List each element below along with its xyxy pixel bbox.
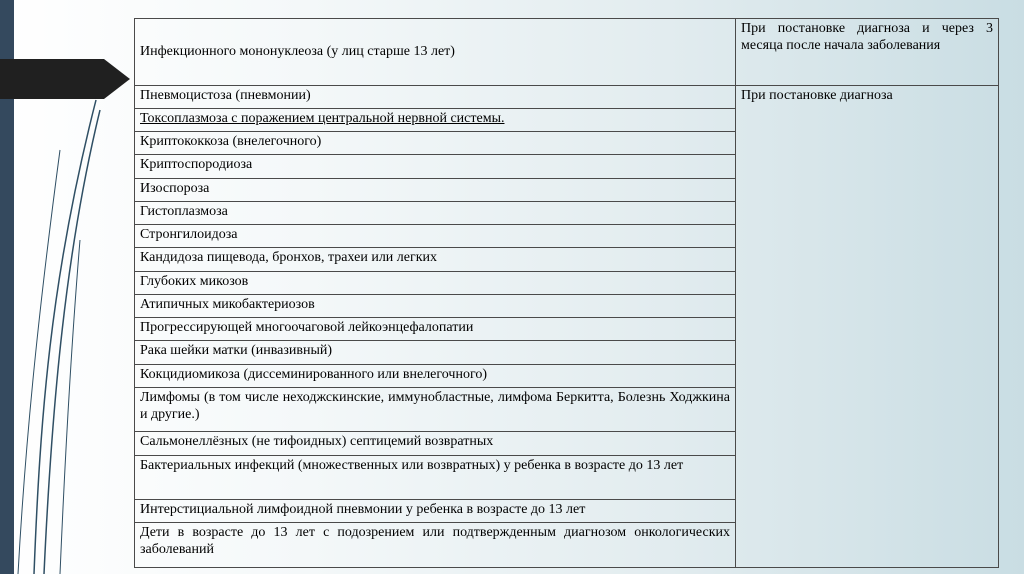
table-cell: Токсоплазмоза с поражением центральной нервной системы. <box>135 108 736 131</box>
table-cell: Криптококкоза (внелегочного) <box>135 132 736 155</box>
table-cell: Прогрессирующей многоочаговой лейкоэнцефалопатии <box>135 318 736 341</box>
table-cell: Кандидоза пищевода, бронхов, трахеи или легких <box>135 248 736 271</box>
arrow-tip <box>104 59 130 99</box>
table-cell: Бактериальных инфекций (множественных или возвратных) у ребенка в возрасте до 13 лет <box>135 455 736 499</box>
right-cell-bottom: При постановке диагноза <box>736 85 999 567</box>
table-cell: Интерстициальной лимфоидной пневмонии у ребенка в возрасте до 13 лет <box>135 500 736 523</box>
table-cell: Стронгилоидоза <box>135 225 736 248</box>
table-cell: Гистоплазмоза <box>135 201 736 224</box>
table-cell: Рака шейки матки (инвазивный) <box>135 341 736 364</box>
table-cell: Лимфомы (в том числе неходжскинские, иммунобластные, лимфома Беркитта, Болезнь Ходжкина и другие.) <box>135 387 736 431</box>
table-cell: Атипичных микобактериозов <box>135 294 736 317</box>
table-cell: Инфекционного мононуклеоза (у лиц старше 13 лет) <box>135 19 736 86</box>
table-cell: Кокцидиомикоза (диссеминированного или внелегочного) <box>135 364 736 387</box>
table-cell: Сальмонеллёзных (не тифоидных) септицемий возвратных <box>135 432 736 455</box>
table-cell: Дети в возрасте до 13 лет с подозрением или подтвержденным диагнозом онкологических заболеваний <box>135 523 736 568</box>
data-table-wrapper <box>134 18 998 568</box>
arrow-bar <box>0 59 104 99</box>
right-cell-top: При постановке диагноза и через 3 месяца после начала заболевания <box>736 19 999 86</box>
table-cell: Глубоких микозов <box>135 271 736 294</box>
table-cell: Изоспороза <box>135 178 736 201</box>
table-cell: Криптоспородиоза <box>135 155 736 178</box>
table-cell: Пневмоцистоза (пневмонии) <box>135 85 736 108</box>
data-table <box>134 18 999 568</box>
